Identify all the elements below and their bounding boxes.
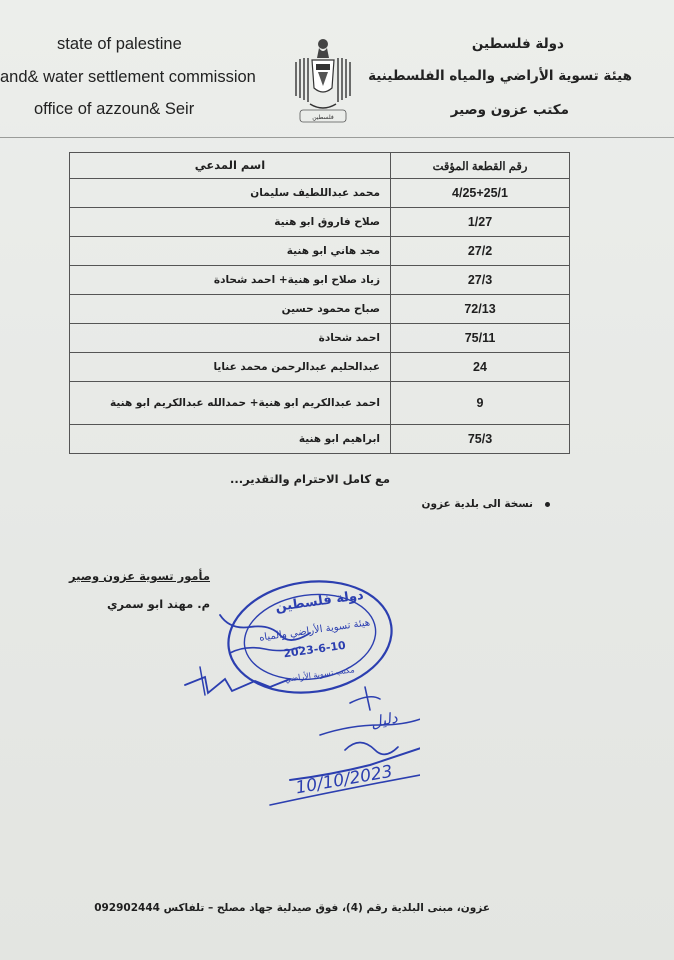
header-ar-line-3: مكتب عزون وصير — [450, 102, 569, 118]
claimant-name: صلاح فاروق ابو هنية — [70, 208, 391, 237]
claimant-name: صباح محمود حسين — [70, 295, 391, 324]
table-row — [70, 295, 570, 324]
plot-number: 27/2 — [391, 237, 570, 266]
stamp-inner-text: هيئة تسوية الأراضي والمياه — [258, 617, 371, 644]
official-stamp-and-signatures — [170, 575, 420, 815]
header-ar-line-2: هيئة تسوية الأراضي والمياه الفلسطينية — [368, 68, 632, 84]
plot-number: 72/13 — [391, 295, 570, 324]
claimant-name: مجد هاني ابو هنية — [70, 237, 391, 266]
column-header-claimant: اسم المدعي — [70, 153, 391, 179]
plot-number: 27/3 — [391, 266, 570, 295]
stamp-bottom-text: مكتب تسوية الأراضي — [284, 665, 356, 684]
header-en-line-2: and& water settlement commission — [0, 68, 256, 86]
claimant-name: محمد عبداللطيف سليمان — [70, 179, 391, 208]
plot-number: 75/11 — [391, 324, 570, 353]
handwritten-note: دليل — [368, 708, 400, 732]
plot-number: 24 — [391, 353, 570, 382]
table-row — [70, 353, 570, 382]
claims-table — [69, 152, 570, 454]
claimant-name: ابراهيم ابو هنية — [70, 425, 391, 454]
bullet-icon — [545, 502, 550, 507]
header-en-line-3: office of azzoun& Seir — [34, 100, 195, 118]
palestine-eagle-emblem-icon — [290, 34, 356, 126]
handwritten-date: 10/10/2023 — [294, 761, 395, 799]
table-row — [70, 266, 570, 295]
footer-address: عزون، مبنى البلدية رقم (4)، فوق صيدلية جهاد مصلح – تلفاكس 092902444 — [94, 902, 490, 914]
header-ar-line-1: دولة فلسطين — [471, 36, 564, 52]
table-row — [70, 324, 570, 353]
emblem-label: فلسطين — [312, 114, 334, 121]
table-row — [70, 425, 570, 454]
plot-number: 9 — [391, 382, 570, 425]
table-row — [70, 208, 570, 237]
signatory-title: مأمور تسوية عزون وصير — [68, 569, 210, 583]
stamp-outer-text: دولة فلسطين — [274, 587, 365, 616]
copy-to-text: نسخة الى بلدية عزون — [421, 498, 533, 510]
table-header-row — [70, 153, 570, 179]
column-header-plot: رقم القطعة المؤقت — [391, 153, 570, 179]
table-row — [70, 382, 570, 425]
plot-number: 75/3 — [391, 425, 570, 454]
signatory-name: م. مهند ابو سمري — [106, 597, 210, 611]
header-en-line-1: state of palestine — [57, 35, 182, 53]
claimant-name: احمد شحادة — [70, 324, 391, 353]
plot-number: 1/27 — [391, 208, 570, 237]
copy-to-line — [390, 498, 550, 510]
claimant-name: عبدالحليم عبدالرحمن محمد عنايا — [70, 353, 391, 382]
table-row — [70, 179, 570, 208]
claimant-name: احمد عبدالكريم ابو هنية+ حمدالله عبدالكريم ابو هنية — [70, 382, 391, 425]
header-divider — [0, 137, 674, 138]
closing-regards: مع كامل الاحترام والتقدير... — [230, 472, 390, 486]
claimant-name: زياد صلاح ابو هنية+ احمد شحادة — [70, 266, 391, 295]
table-row — [70, 237, 570, 266]
plot-number: 4/25+25/1 — [391, 179, 570, 208]
stamp-date: 2023-6-10 — [282, 638, 347, 661]
